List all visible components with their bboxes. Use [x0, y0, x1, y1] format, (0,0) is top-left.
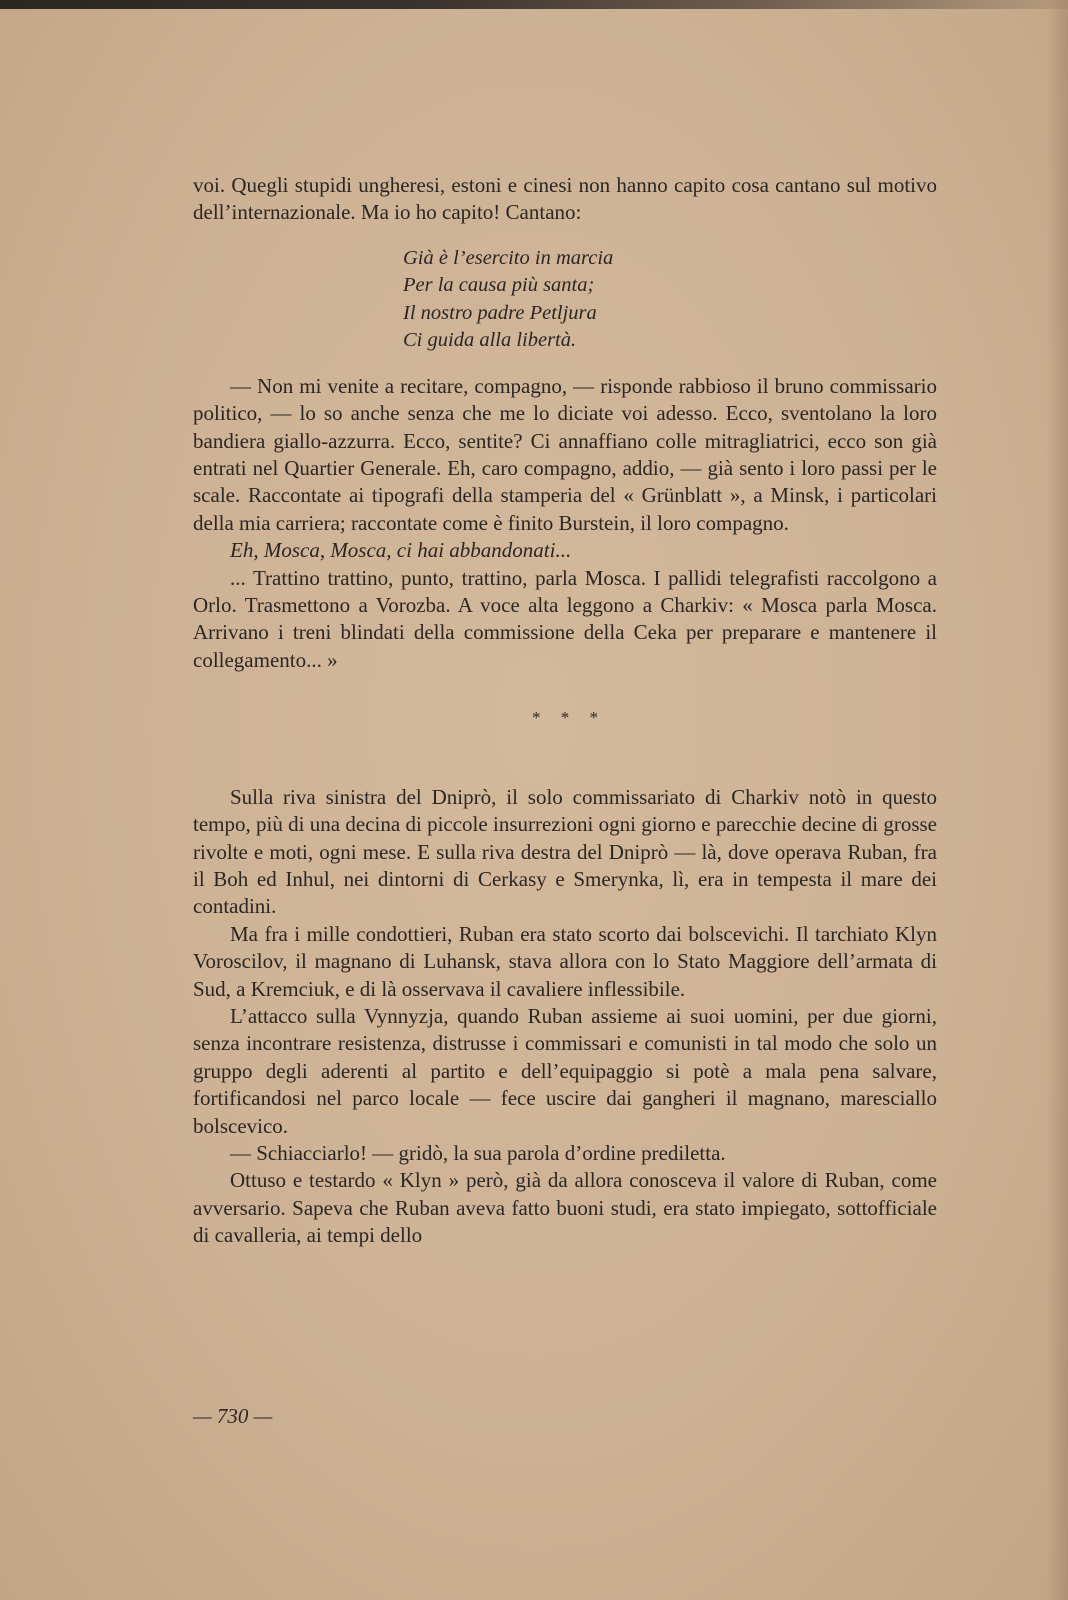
page-text — [193, 172, 937, 1250]
verse-line: Per la causa più santa; — [403, 274, 595, 297]
paragraph: Ma fra i mille condottieri, Ruban era stato scorto dai bolscevichi. Il tarchiato Klyn Voroscilov, il magnano di Luhansk, stava allora con lo Stato Maggiore dell’armata di Sud, a Kremciuk, e di là osservava il cavaliere inflessibile. — [193, 921, 937, 1001]
paragraph: ... Trattino trattino, punto, trattino, parla Mosca. I pallidi telegrafisti raccolgono a Orlo. Trasmettono a Vorozba. A voce alta leggono a Charkiv: « Mosca parla Mosca. Arrivano i treni blindati della commissione della Ceka per preparare e mantenere il collegamento... » — [193, 565, 937, 672]
verse-line: Il nostro padre Petljura — [403, 301, 597, 324]
page-right-shadow — [1046, 0, 1068, 1600]
page-number: — 730 — — [193, 1404, 273, 1428]
paragraph: L’attacco sulla Vynnyzja, quando Ruban assieme ai suoi uomini, per due giorni, senza incontrare resistenza, distrusse i commissari e comunisti in tal modo che solo un gruppo degli aderenti al partito e dell’equipaggio si potè a mala pena salvare, fortificandosi nel parco locale — fece uscire dai gangheri il magnano, maresciallo bolscevico. — [193, 1003, 937, 1138]
paragraph: — Non mi venite a recitare, compagno, — risponde rabbioso il bruno commissario politico, — lo so anche senza che me lo diciate voi adesso. Ecco, sventolano la loro bandiera giallo-azzurra. Ecco, sentite? Ci annaffiano colle mitragliatrici, ecco son già entrati nel Quartier Generale. Eh, caro compagno, addio, — già sento i loro passi per le scale. Raccontate ai tipografi della stamperia del « Grünblatt », a Minsk, i particolari della mia carriera; raccontate come è finito Burstein, il loro compagno. — [193, 373, 937, 535]
verse-line: Ci guida alla libertà. — [403, 329, 577, 352]
verse-line: Già è l’esercito in marcia — [403, 246, 614, 269]
paragraph: — Schiacciarlo! — gridò, la sua parola d’ordine prediletta. — [230, 1140, 726, 1165]
section-separator: * * * — [532, 708, 606, 728]
page-top-edge — [0, 0, 1068, 9]
italic-line: Eh, Mosca, Mosca, ci hai abbandonati... — [230, 538, 572, 563]
verse-block — [403, 245, 937, 355]
opening-lines: voi. Quegli stupidi ungheresi, estoni e cinesi non hanno capito cosa cantano sul motivo dell’internazionale. Ma io ho capito! Cantano: — [193, 173, 937, 225]
paragraph: Sulla riva sinistra del Dniprò, il solo commissariato di Charkiv notò in questo tempo, più di una decina di piccole insurrezioni ogni giorno e parecchie decine di grosse rivolte e moti, ogni mese. E sulla riva destra del Dniprò — là, dove operava Ruban, fra il Boh ed Inhul, nei dintorni di Cerkasy e Smerynka, lì, era in tempesta il mare dei contadini. — [193, 784, 937, 919]
paragraph: Ottuso e testardo « Klyn » però, già da allora conosceva il valore di Ruban, come avversario. Sapeva che Ruban aveva fatto buoni studi, era stato impiegato, sottofficiale di cavalleria, ai tempi dello — [193, 1168, 937, 1248]
